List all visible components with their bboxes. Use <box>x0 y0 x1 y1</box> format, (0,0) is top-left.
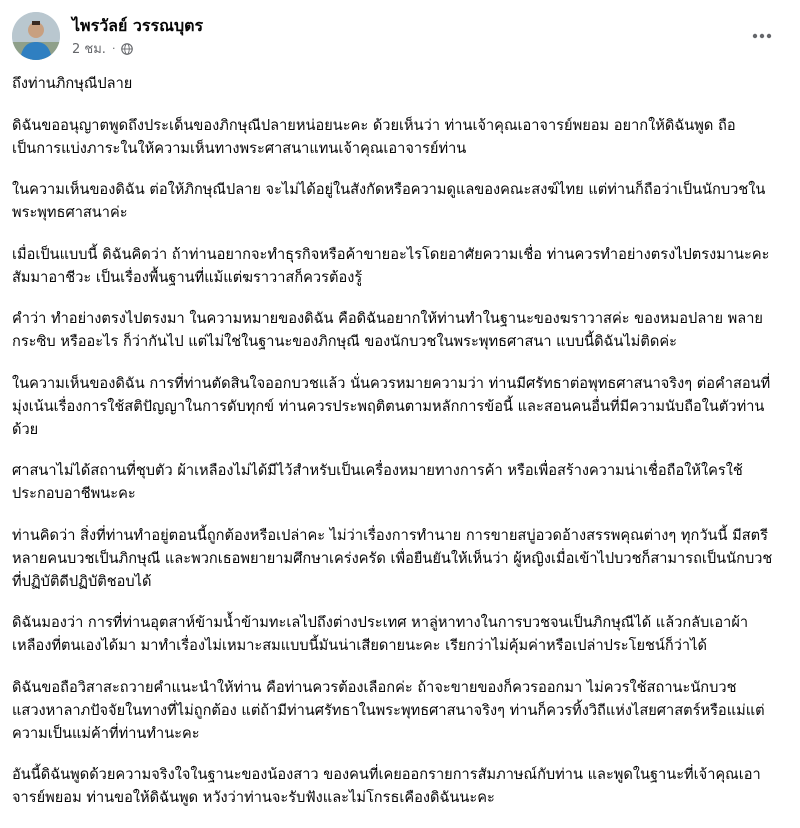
avatar[interactable] <box>12 12 60 60</box>
post-paragraph: ในความเห็นของดิฉัน การที่ท่านตัดสินใจออกบวชแล้ว นั่นควรหมายความว่า ท่านมีศรัทธาต่อพุทธศาสนาจริงๆ ต่อคำสอนที่มุ่งเน้นเรื่องการใช้สติปัญญาในการดับทุกข์ ท่านควรประพฤติตนตามหลักการข้อนี้ และสอนคนอื่นที่มีความนับถือในตัวท่านด้วย <box>12 374 771 438</box>
post-time[interactable]: 2 ชม. <box>72 42 106 57</box>
post-paragraph: ถึงท่านภิกษุณีปลาย <box>12 75 133 92</box>
profile-photo-icon <box>12 12 60 60</box>
more-options-button[interactable] <box>744 18 780 54</box>
post-paragraph: เมื่อเป็นแบบนี้ ดิฉันคิดว่า ถ้าท่านอยากจะทำธุรกิจหรือค้าขายอะไรโดยอาศัยความเชื่อ ท่านควรทำอย่างตรงไปตรงมานะคะ สัมมาอาชีวะ เป็นเรื่องพื้นฐานที่แม้แต่ฆราวาสก็ควรต้องรู้ <box>12 245 770 286</box>
post-paragraph: ดิฉันขอถือวิสาสะถวายคำแนะนำให้ท่าน คือท่านควรต้องเลือกค่ะ ถ้าจะขายของก็ควรออกมา ไม่ควรใช้สถานะนักบวชแสวงหาลาภปัจจัยในทางที่ไม่ถูกต้อง แต่ถ้ามีท่านศรัทธาในพระพุทธศาสนาจริงๆ ท่านก็ควรทิ้งวิถีแห่งไสยศาสตร์หรือแม่แต่ความเป็นแม่ค้าที่ท่านทำนะคะ <box>12 678 765 742</box>
author-name[interactable]: ไพรวัลย์ วรรณบุตร <box>72 16 204 35</box>
post-meta <box>72 38 133 59</box>
post-paragraph: ศาสนาไม่ได้สถานที่ชุบตัว ผ้าเหลืองไม่ได้มีไว้สำหรับเป็นเครื่องหมายทางการค้า หรือเพื่อสร้างความน่าเชื่อถือให้ใครใช้ประกอบอาชีพนะคะ <box>12 462 743 502</box>
meta-separator: · <box>111 42 116 55</box>
post-paragraph: ดิฉันขออนุญาตพูดถึงประเด็นของภิกษุณีปลายหน่อยนะคะ ด้วยเห็นว่า ท่านเจ้าคุณเอาจารย์พยอม อยากให้ดิฉันพูด ถือเป็นการแบ่งภาระในให้ความเห็นทางพระศาสนาแทนเจ้าคุณเอาจารย์ท่าน <box>12 116 736 157</box>
post-paragraph: คำว่า ทำอย่างตรงไปตรงมา ในความหมายของดิฉัน คือดิฉันอยากให้ท่านทำในฐานะของฆราวาสค่ะ ของหมอปลาย พลายกระซิบ หรืออะไร ก็ว่ากันไป แต่ไม่ใช่ในฐานะของภิกษุณี ของนักบวชในพระพุทธศาสนา แบบนี้ดิฉันไม่ติดค่ะ <box>12 310 763 350</box>
post-paragraph: ดิฉันมองว่า การที่ท่านอุตสาห์ข้ามน้ำข้ามทะเลไปถึงต่างประเทศ หาลู่หาทางในการบวชจนเป็นภิกษุณีได้ แล้วกลับเอาผ้าเหลืองที่ตนเองได้มา มาทำเรื่องไม่เหมาะสมแบบนี้มันน่าเสียดายนะคะ เรียกว่าไม่คุ้มค่าหรือเปล่าประโยชน์ก็ว่าได้ <box>12 614 749 654</box>
post-body <box>12 72 778 828</box>
post-paragraph: ท่านคิดว่า สิ่งที่ท่านทำอยู่ตอนนี้ถูกต้องหรือเปล่าคะ ไม่ว่าเรื่องการทำนาย การขายสบู่อวดอ้างสรรพคุณต่างๆ ทุกวันนี้ มีสตรีหลายคนบวชเป็นภิกษุณี และพวกเธอพยายามศึกษาเคร่งครัด เพื่อยืนยันให้เห็นว่า ผู้หญิงเมื่อเข้าไปบวชก็สามารถเป็นนักบวชที่ปฏิบัติดีปฏิบัติชอบได้ <box>12 526 773 590</box>
more-horizontal-icon <box>752 33 772 39</box>
post-paragraph: อันนี้ดิฉันพูดด้วยความจริงใจในฐานะของน้องสาว ของคนที่เคยออกรายการสัมภาษณ์กับท่าน และพูดในฐานะที่เจ้าคุณเอาจารย์พยอม ท่านขอให้ดิฉันพูด หวังว่าท่านจะรับฟังและไม่โกรธเคืองดิฉันนะคะ <box>12 766 761 806</box>
post-header <box>12 8 788 60</box>
globe-icon[interactable] <box>121 43 133 55</box>
post-paragraph: ในความเห็นของดิฉัน ต่อให้ภิกษุณีปลาย จะไม่ได้อยู่ในสังกัดหรือความดูแลของคณะสงฆ์ไทย แต่ท่านก็ถือว่าเป็นนักบวชในพระพุทธศาสนาค่ะ <box>12 181 766 221</box>
